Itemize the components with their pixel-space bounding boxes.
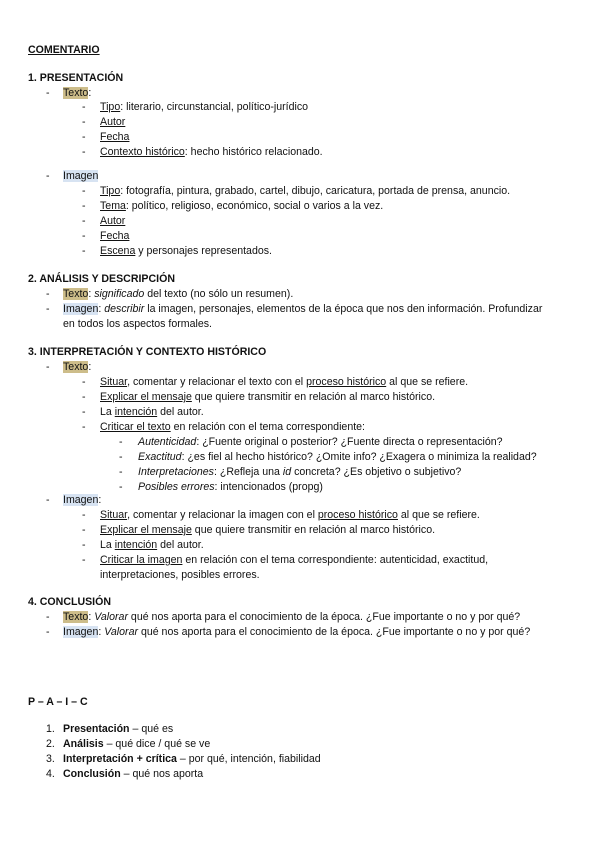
bullet-dash: - <box>46 361 50 373</box>
bullet-dash: - <box>46 611 50 623</box>
bullet-dash: - <box>82 185 86 197</box>
section-interpretacion-heading: 3. INTERPRETACIÓN Y CONTEXTO HISTÓRICO <box>28 346 267 358</box>
list-item-continuation: interpretaciones, posibles errores. <box>100 569 260 581</box>
imagen-label-row <box>63 170 98 183</box>
sub-list-item: Autenticidad: ¿Fuente original o posterior? ¿Fuente directa o representación? <box>138 436 503 448</box>
list-item: Criticar el texto en relación con el tema correspondiente: <box>100 421 365 433</box>
texto-label: Texto <box>63 87 89 99</box>
bullet-dash: - <box>46 87 50 99</box>
numbered-item: Conclusión – qué nos aporta <box>63 768 204 780</box>
bullet-dash: - <box>82 101 86 113</box>
list-item: Explicar el mensaje que quiere transmitir en relación al marco histórico. <box>100 391 436 403</box>
list-item: Texto: Valorar qué nos aporta para el conocimiento de la época. ¿Fue importante o no y por qué? <box>63 611 521 623</box>
bullet-dash: - <box>82 509 86 521</box>
document-title: COMENTARIO <box>28 44 100 56</box>
list-item: Explicar el mensaje que quiere transmitir en relación al marco histórico. <box>100 524 436 536</box>
numbered-item: Interpretación + crítica – por qué, intención, fiabilidad <box>63 753 321 765</box>
bullet-dash: - <box>82 406 86 418</box>
bullet-dash: - <box>82 131 86 143</box>
imagen-label: Imagen <box>63 626 99 638</box>
imagen-label: Imagen <box>63 170 99 182</box>
bullet-dash: - <box>46 494 50 506</box>
imagen-label: Imagen <box>63 303 99 315</box>
bullet-dash: - <box>82 215 86 227</box>
section-analisis-heading: 2. ANÁLISIS Y DESCRIPCIÓN <box>28 273 175 285</box>
bullet-dash: - <box>46 303 50 315</box>
list-item: Autor <box>100 116 126 128</box>
numbered-item: Análisis – qué dice / qué se ve <box>63 738 211 750</box>
bullet-dash: - <box>82 146 86 158</box>
bullet-dash: - <box>82 554 86 566</box>
texto-label-row: Texto: <box>63 361 92 373</box>
bullet-dash: - <box>82 200 86 212</box>
list-item: Fecha <box>100 131 130 143</box>
section-presentacion-heading: 1. PRESENTACIÓN <box>28 72 124 84</box>
list-item: Contexto histórico: hecho histórico relacionado. <box>100 146 323 158</box>
list-item: La intención del autor. <box>100 539 204 551</box>
numbered-marker: 4. <box>46 768 55 780</box>
list-item: Fecha <box>100 230 130 242</box>
numbered-marker: 2. <box>46 738 55 750</box>
list-item: Autor <box>100 215 126 227</box>
bullet-dash: - <box>82 524 86 536</box>
bullet-dash: - <box>82 539 86 551</box>
numbered-marker: 3. <box>46 753 55 765</box>
bullet-dash: - <box>119 436 123 448</box>
list-item: La intención del autor. <box>100 406 204 418</box>
bullet-dash: - <box>119 466 123 478</box>
numbered-item: Presentación – qué es <box>63 723 174 735</box>
texto-label: Texto <box>63 611 89 623</box>
bullet-dash: - <box>46 170 50 182</box>
texto-label: Texto <box>63 288 89 300</box>
list-item: Criticar la imagen en relación con el tema correspondiente: autenticidad, exactitud, <box>100 554 489 566</box>
list-item: Escena y personajes representados. <box>100 245 272 257</box>
list-item: Texto: significado del texto (no sólo un resumen). <box>63 288 294 300</box>
bullet-dash: - <box>82 376 86 388</box>
bullet-dash: - <box>119 481 123 493</box>
list-item-continuation: en todos los aspectos formales. <box>63 318 212 330</box>
imagen-label-row: Imagen: <box>63 494 102 506</box>
section-conclusion-heading: 4. CONCLUSIÓN <box>28 596 111 608</box>
list-item: Tipo: fotografía, pintura, grabado, cartel, dibujo, caricatura, portada de prensa, anuncio. <box>100 185 511 197</box>
list-item: Tipo: literario, circunstancial, político-jurídico <box>100 101 309 113</box>
list-item: Imagen: describir la imagen, personajes, elementos de la época que nos den información. Profundizar <box>63 303 543 315</box>
bullet-dash: - <box>82 245 86 257</box>
bullet-dash: - <box>46 626 50 638</box>
texto-label: Texto <box>63 361 89 373</box>
numbered-marker: 1. <box>46 723 55 735</box>
sub-list-item: Posibles errores: intencionados (propg) <box>138 481 323 493</box>
bullet-dash: - <box>82 116 86 128</box>
sub-list-item: Interpretaciones: ¿Refleja una id concreta? ¿Es objetivo o subjetivo? <box>138 466 462 478</box>
bullet-dash: - <box>119 451 123 463</box>
list-item: Situar, comentar y relacionar el texto con el proceso histórico al que se refiere. <box>100 376 469 388</box>
bullet-dash: - <box>82 391 86 403</box>
sub-list-item: Exactitud: ¿es fiel al hecho histórico? ¿Omite info? ¿Exagera o minimiza la realidad? <box>138 451 537 463</box>
list-item: Situar, comentar y relacionar la imagen con el proceso histórico al que se refiere. <box>100 509 480 521</box>
bullet-dash: - <box>82 421 86 433</box>
bullet-dash: - <box>46 288 50 300</box>
imagen-label: Imagen <box>63 494 99 506</box>
bullet-dash: - <box>82 230 86 242</box>
texto-label-row: Texto: <box>63 87 92 99</box>
list-item: Tema: político, religioso, económico, social o varios a la vez. <box>100 200 384 212</box>
paic-heading: P – A – I – C <box>28 696 88 708</box>
list-item: Imagen: Valorar qué nos aporta para el conocimiento de la época. ¿Fue importante o no y por qué? <box>63 626 531 638</box>
